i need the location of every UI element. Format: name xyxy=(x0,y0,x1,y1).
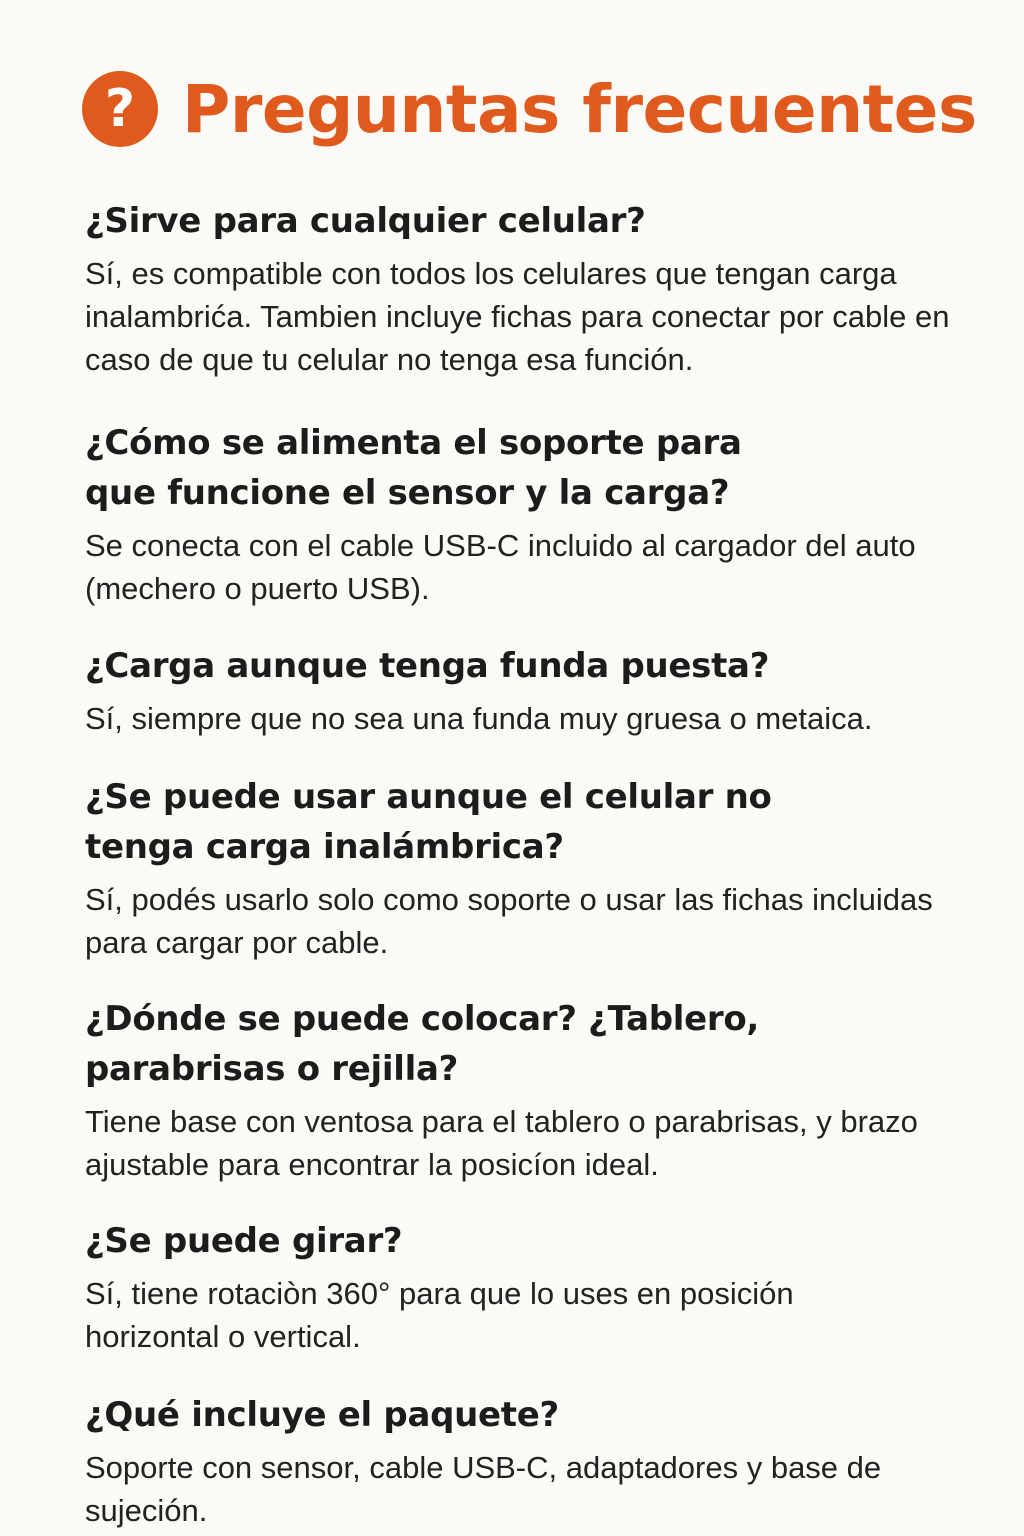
page-title: Preguntas frecuentes xyxy=(182,70,977,148)
faq-answer: Sí, siempre que no sea una funda muy gruesa o metaica. xyxy=(85,701,873,736)
faq-answer: Se conecta con el cable USB-C incluido al cargador del auto (mechero o puerto USB). xyxy=(85,528,916,606)
faq-answer: Sí, tiene rotaciòn 360° para que lo uses en posición horizontal o vertical. xyxy=(85,1276,794,1354)
faq-item xyxy=(85,772,985,964)
faq-question: ¿Cómo se alimenta el soporte para que funcione el sensor y la carga? xyxy=(85,423,742,513)
faq-answer: Sí, es compatible con todos los celulares que tengan carga inalambrića. Tambien incluye fichas para conectar por cable en caso de que tu celular no tenga esa función. xyxy=(85,256,950,377)
faq-question: ¿Sirve para cualquier celular? xyxy=(85,201,646,241)
faq-answer: Sí, podés usarlo solo como soporte o usar las fichas incluidas para cargar por cable. xyxy=(85,882,933,960)
faq-question: ¿Carga aunque tenga funda puesta? xyxy=(85,646,770,686)
faq-item xyxy=(85,1390,985,1532)
faq-question: ¿Se puede girar? xyxy=(85,1221,403,1261)
faq-header xyxy=(82,64,977,154)
faq-answer: Tiene base con ventosa para el tablero o parabrisas, y brazo ajustable para encontrar la posicíon ideal. xyxy=(85,1104,918,1182)
help-question-icon: ? xyxy=(82,71,158,147)
faq-question: ¿Dónde se puede colocar? ¿Tablero, parabrisas o rejilla? xyxy=(85,999,760,1089)
faq-item xyxy=(85,641,985,740)
faq-item xyxy=(85,1216,985,1358)
faq-question: ¿Qué incluye el paquete? xyxy=(85,1395,559,1435)
faq-item xyxy=(85,196,985,381)
faq-item xyxy=(85,994,985,1186)
faq-question: ¿Se puede usar aunque el celular no tenga carga inalámbrica? xyxy=(85,777,772,867)
faq-item xyxy=(85,418,985,610)
faq-answer: Soporte con sensor, cable USB-C, adaptadores y base de sujeción. xyxy=(85,1450,882,1528)
